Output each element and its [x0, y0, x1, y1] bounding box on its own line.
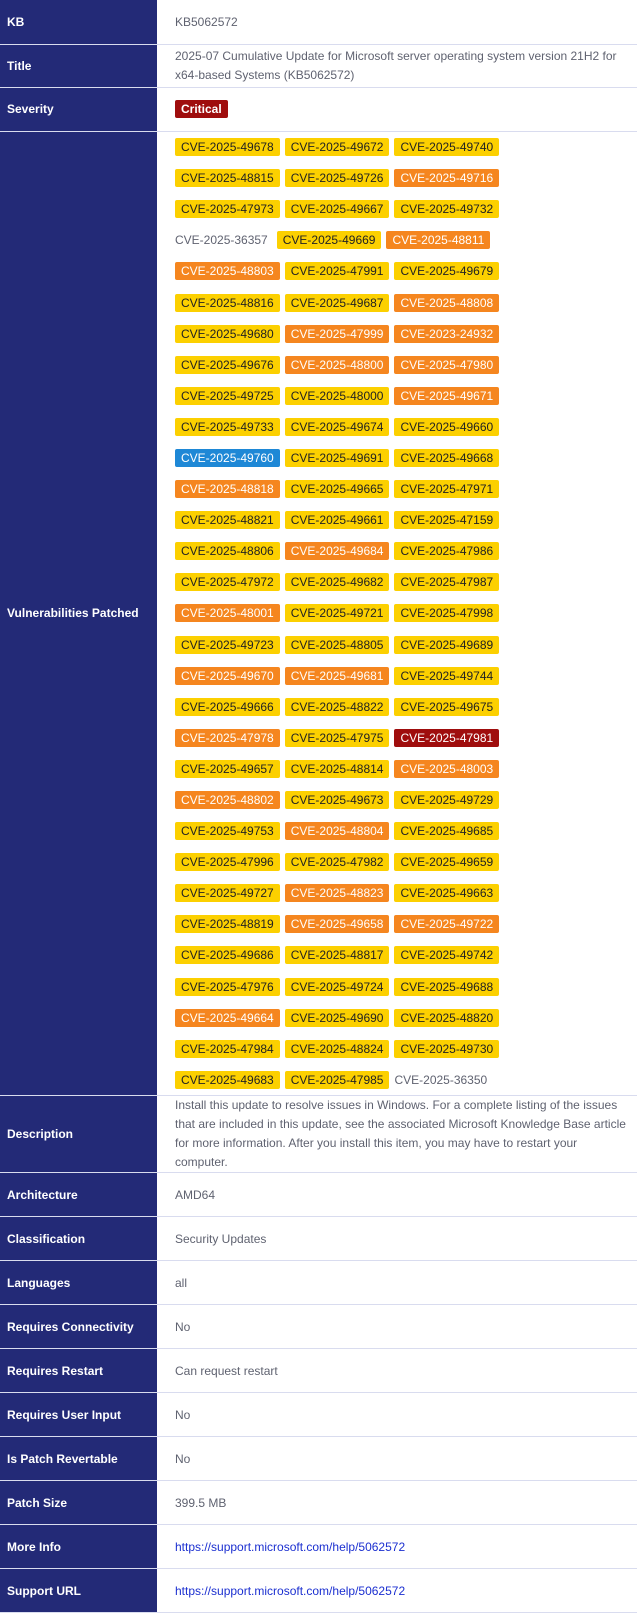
- cve-badge[interactable]: CVE-2025-49742: [394, 946, 499, 964]
- cve-badge[interactable]: CVE-2025-49668: [394, 449, 499, 467]
- cve-badge[interactable]: CVE-2025-49661: [285, 511, 390, 529]
- title-row: [0, 44, 637, 87]
- cve-list: [157, 131, 637, 1096]
- cve-badge[interactable]: CVE-2025-47981: [394, 729, 499, 747]
- severity-row: [0, 87, 637, 131]
- cve-badge[interactable]: CVE-2025-49723: [175, 636, 280, 654]
- cve-badge[interactable]: CVE-2025-47985: [285, 1071, 390, 1089]
- cve-badge[interactable]: CVE-2025-47973: [175, 200, 280, 218]
- cve-badge[interactable]: CVE-2025-49727: [175, 884, 280, 902]
- cve-row: [175, 349, 627, 380]
- cve-badge[interactable]: CVE-2025-49733: [175, 418, 280, 436]
- cve-badge[interactable]: CVE-2025-47999: [285, 325, 390, 343]
- cve-badge[interactable]: CVE-2025-48822: [285, 698, 390, 716]
- cve-badge[interactable]: CVE-2025-48815: [175, 169, 280, 187]
- cve-row: [175, 567, 627, 598]
- cve-badge[interactable]: CVE-2025-49659: [394, 853, 499, 871]
- cve-row: [175, 1033, 627, 1064]
- cve-row: [175, 505, 627, 536]
- cve-badge[interactable]: CVE-2025-49676: [175, 356, 280, 374]
- cve-badge[interactable]: CVE-2025-49675: [394, 698, 499, 716]
- cve-badge[interactable]: CVE-2025-49658: [285, 915, 390, 933]
- cve-badge[interactable]: CVE-2025-48820: [394, 1009, 499, 1027]
- severity-label: Severity: [0, 87, 157, 131]
- cve-badge[interactable]: CVE-2025-48803: [175, 262, 280, 280]
- cve-badge[interactable]: CVE-2025-49681: [285, 667, 390, 685]
- architecture-value: AMD64: [157, 1173, 637, 1217]
- cve-row: [175, 1002, 627, 1033]
- cve-badge[interactable]: CVE-2025-47975: [285, 729, 390, 747]
- cve-row: [175, 598, 627, 629]
- cve-row: [175, 194, 627, 225]
- cve-badge[interactable]: CVE-2025-49680: [175, 325, 280, 343]
- cve-row: [175, 318, 627, 349]
- cve-badge[interactable]: CVE-2025-49678: [175, 138, 280, 156]
- cve-badge[interactable]: CVE-2025-49666: [175, 698, 280, 716]
- cve-badge[interactable]: CVE-2025-49679: [394, 262, 499, 280]
- architecture-label: Architecture: [0, 1173, 157, 1217]
- cve-badge[interactable]: CVE-2025-49753: [175, 822, 280, 840]
- cve-badge[interactable]: CVE-2025-48808: [394, 294, 499, 312]
- patch-size-label: Patch Size: [0, 1481, 157, 1525]
- user-input-label: Requires User Input: [0, 1393, 157, 1437]
- cve-badge[interactable]: CVE-2025-49657: [175, 760, 280, 778]
- cve-badge[interactable]: CVE-2025-49685: [394, 822, 499, 840]
- cve-row: [175, 287, 627, 318]
- cve-badge[interactable]: CVE-2025-49674: [285, 418, 390, 436]
- cve-badge[interactable]: CVE-2025-49686: [175, 946, 280, 964]
- cve-badge[interactable]: CVE-2025-48816: [175, 294, 280, 312]
- support-url-link[interactable]: https://support.microsoft.com/help/5062572: [175, 1583, 406, 1598]
- cve-badge[interactable]: CVE-2025-47986: [394, 542, 499, 560]
- cve-badge[interactable]: CVE-2025-49760: [175, 449, 280, 467]
- cve-badge[interactable]: CVE-2025-49725: [175, 387, 280, 405]
- cve-badge[interactable]: CVE-2025-48814: [285, 760, 390, 778]
- languages-row: [0, 1261, 637, 1305]
- cve-badge[interactable]: CVE-2025-49726: [285, 169, 390, 187]
- cve-badge[interactable]: CVE-2025-48824: [285, 1040, 390, 1058]
- cve-badge[interactable]: CVE-2025-49683: [175, 1071, 280, 1089]
- cve-row: [175, 411, 627, 442]
- cve-row: [175, 536, 627, 567]
- cve-row: [175, 132, 627, 163]
- cve-badge[interactable]: CVE-2025-49729: [394, 791, 499, 809]
- cve-badge[interactable]: CVE-2025-49663: [394, 884, 499, 902]
- patch-size-value: 399.5 MB: [157, 1481, 637, 1525]
- cve-badge[interactable]: CVE-2025-47998: [394, 604, 499, 622]
- cve-badge[interactable]: CVE-2025-49740: [394, 138, 499, 156]
- more-info-row: [0, 1525, 637, 1569]
- cve-badge[interactable]: CVE-2025-47978: [175, 729, 280, 747]
- cve-badge[interactable]: CVE-2025-48003: [394, 760, 499, 778]
- cve-badge[interactable]: CVE-2025-47980: [394, 356, 499, 374]
- cve-badge[interactable]: CVE-2025-49667: [285, 200, 390, 218]
- cve-badge[interactable]: CVE-2025-49682: [285, 573, 390, 591]
- cve-badge[interactable]: CVE-2025-49684: [285, 542, 390, 560]
- cve-row: [175, 1064, 627, 1095]
- cve-badge[interactable]: CVE-2025-36357: [175, 233, 268, 248]
- cve-badge[interactable]: CVE-2025-49660: [394, 418, 499, 436]
- classification-row: [0, 1217, 637, 1261]
- cve-badge[interactable]: CVE-2025-49670: [175, 667, 280, 685]
- languages-label: Languages: [0, 1261, 157, 1305]
- cve-badge[interactable]: CVE-2025-49730: [394, 1040, 499, 1058]
- cve-badge[interactable]: CVE-2025-48823: [285, 884, 390, 902]
- connectivity-value: No: [157, 1305, 637, 1349]
- cve-badge[interactable]: CVE-2025-49690: [285, 1009, 390, 1027]
- cve-badge[interactable]: CVE-2025-36350: [394, 1072, 488, 1087]
- more-info-label: More Info: [0, 1525, 157, 1569]
- cve-badge[interactable]: CVE-2023-24932: [394, 325, 499, 343]
- more-info-link[interactable]: https://support.microsoft.com/help/5062572: [175, 1539, 406, 1554]
- cve-badge[interactable]: CVE-2025-48800: [285, 356, 390, 374]
- cve-row: [175, 474, 627, 505]
- restart-label: Requires Restart: [0, 1349, 157, 1393]
- cve-row: [175, 909, 627, 940]
- cve-badge[interactable]: CVE-2025-49724: [285, 978, 390, 996]
- cve-badge[interactable]: CVE-2025-49671: [394, 387, 499, 405]
- cve-badge[interactable]: CVE-2025-49688: [394, 978, 499, 996]
- revertable-value: No: [157, 1437, 637, 1481]
- connectivity-label: Requires Connectivity: [0, 1305, 157, 1349]
- support-url-row: [0, 1569, 637, 1613]
- cve-row: [175, 784, 627, 815]
- cve-badge[interactable]: CVE-2025-49721: [285, 604, 390, 622]
- cve-row: [175, 722, 627, 753]
- cve-badge[interactable]: CVE-2025-47991: [285, 262, 390, 280]
- languages-value: all: [157, 1261, 637, 1305]
- kb-value: KB5062572: [157, 0, 637, 44]
- patch-size-row: [0, 1481, 637, 1525]
- cve-badge[interactable]: CVE-2025-47982: [285, 853, 390, 871]
- cve-badge[interactable]: CVE-2025-47987: [394, 573, 499, 591]
- title-value: 2025-07 Cumulative Update for Microsoft server operating system version 21H2 for x64-based Systems (KB5062572): [157, 44, 637, 87]
- severity-badge: Critical: [175, 100, 228, 118]
- user-input-row: [0, 1393, 637, 1437]
- cve-badge[interactable]: CVE-2025-48819: [175, 915, 280, 933]
- revertable-label: Is Patch Revertable: [0, 1437, 157, 1481]
- cve-badge[interactable]: CVE-2025-49664: [175, 1009, 280, 1027]
- cve-badge[interactable]: CVE-2025-49691: [285, 449, 390, 467]
- cve-row: [175, 940, 627, 971]
- cve-badge[interactable]: CVE-2025-47971: [394, 480, 499, 498]
- cve-row: [175, 225, 627, 256]
- cve-row: [175, 753, 627, 784]
- cve-badge[interactable]: CVE-2025-48804: [285, 822, 390, 840]
- cve-badge[interactable]: CVE-2025-48821: [175, 511, 280, 529]
- cve-row: [175, 878, 627, 909]
- classification-label: Classification: [0, 1217, 157, 1261]
- description-value: Install this update to resolve issues in Windows. For a complete listing of the issues that are included in this update, see the associated Microsoft Knowledge Base article for more information. After you install this item, you may have to restart your computer.: [157, 1096, 637, 1173]
- cve-badge[interactable]: CVE-2025-49722: [394, 915, 499, 933]
- vulnerabilities-label: Vulnerabilities Patched: [0, 131, 157, 1096]
- vulnerabilities-row: [0, 131, 637, 1096]
- kb-row: [0, 0, 637, 44]
- cve-badge[interactable]: CVE-2025-47996: [175, 853, 280, 871]
- cve-badge[interactable]: CVE-2025-49673: [285, 791, 390, 809]
- cve-badge[interactable]: CVE-2025-49744: [394, 667, 499, 685]
- architecture-row: [0, 1173, 637, 1217]
- revertable-row: [0, 1437, 637, 1481]
- cve-row: [175, 971, 627, 1002]
- connectivity-row: [0, 1305, 637, 1349]
- cve-badge[interactable]: CVE-2025-47972: [175, 573, 280, 591]
- user-input-value: No: [157, 1393, 637, 1437]
- cve-badge[interactable]: CVE-2025-47984: [175, 1040, 280, 1058]
- cve-badge[interactable]: CVE-2025-48818: [175, 480, 280, 498]
- cve-badge[interactable]: CVE-2025-48805: [285, 636, 390, 654]
- cve-badge[interactable]: CVE-2025-49689: [394, 636, 499, 654]
- restart-row: [0, 1349, 637, 1393]
- cve-badge[interactable]: CVE-2025-48817: [285, 946, 390, 964]
- cve-badge[interactable]: CVE-2025-49716: [394, 169, 499, 187]
- cve-badge[interactable]: CVE-2025-49687: [285, 294, 390, 312]
- cve-row: [175, 660, 627, 691]
- cve-badge[interactable]: CVE-2025-48000: [285, 387, 390, 405]
- restart-value: Can request restart: [157, 1349, 637, 1393]
- support-url-cell: [157, 1569, 637, 1613]
- cve-badge[interactable]: CVE-2025-47976: [175, 978, 280, 996]
- cve-badge[interactable]: CVE-2025-49669: [277, 231, 382, 249]
- description-row: [0, 1096, 637, 1173]
- cve-badge[interactable]: CVE-2025-48811: [386, 231, 490, 249]
- cve-row: [175, 380, 627, 411]
- support-url-label: Support URL: [0, 1569, 157, 1613]
- cve-row: [175, 163, 627, 194]
- cve-badge[interactable]: CVE-2025-48806: [175, 542, 280, 560]
- cve-row: [175, 691, 627, 722]
- severity-value-cell: [157, 87, 637, 131]
- cve-row: [175, 847, 627, 878]
- title-label: Title: [0, 44, 157, 87]
- kb-label: KB: [0, 0, 157, 44]
- more-info-cell: [157, 1525, 637, 1569]
- cve-badge[interactable]: CVE-2025-47159: [394, 511, 499, 529]
- cve-row: [175, 256, 627, 287]
- description-label: Description: [0, 1096, 157, 1173]
- cve-badge[interactable]: CVE-2025-48001: [175, 604, 280, 622]
- cve-badge[interactable]: CVE-2025-49665: [285, 480, 390, 498]
- classification-value: Security Updates: [157, 1217, 637, 1261]
- cve-row: [175, 816, 627, 847]
- cve-row: [175, 442, 627, 473]
- cve-row: [175, 629, 627, 660]
- cve-badge[interactable]: CVE-2025-49672: [285, 138, 390, 156]
- cve-badge[interactable]: CVE-2025-49732: [394, 200, 499, 218]
- cve-badge[interactable]: CVE-2025-48802: [175, 791, 280, 809]
